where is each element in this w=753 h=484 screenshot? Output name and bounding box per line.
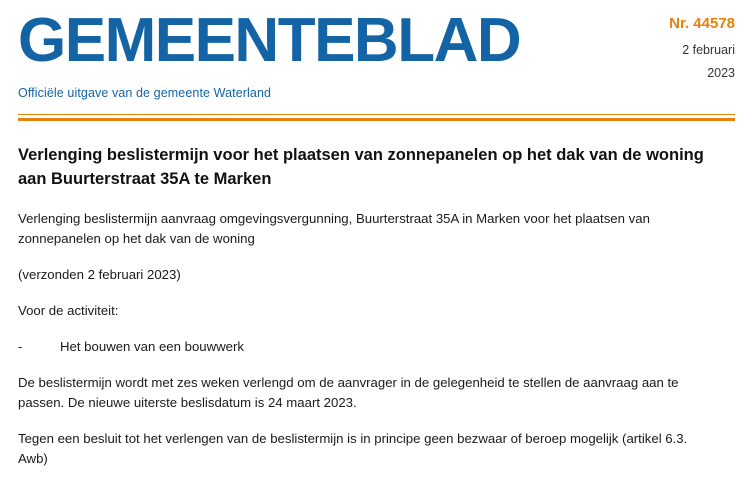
- masthead: [18, 0, 735, 100]
- bullet-label: Het bouwen van een bouwwerk: [60, 339, 245, 354]
- list-item: [18, 337, 735, 357]
- article-paragraph-3: Voor de activiteit:: [18, 303, 119, 318]
- article-paragraph-4: De beslistermijn wordt met zes weken verlengd om de aanvrager in de gelegenheid te stellen de aanvraag aan te passen. De nieuwe uiterste beslisdatum is 24 maart 2023.: [18, 375, 679, 410]
- issue-year: 2023: [707, 66, 735, 80]
- article-paragraph-2: (verzonden 2 februari 2023): [18, 267, 181, 282]
- article-paragraph-1: Verlenging beslistermijn aanvraag omgevingsvergunning, Buurterstraat 35A in Marken voor het plaatsen van zonnepanelen op het dak van de woning: [18, 211, 650, 246]
- publication-title: GEMEENTEBLAD: [18, 6, 521, 75]
- bullet-marker: -: [18, 339, 23, 354]
- masthead-right: [615, 8, 735, 84]
- article-paragraph-5: Tegen een besluit tot het verlengen van de beslistermijn is in principe geen bezwaar of beroep mogelijk (artikel 6.3. Awb): [18, 431, 688, 466]
- issue-date: 2 februari: [682, 43, 735, 57]
- issue-number: Nr. 44578: [669, 15, 735, 32]
- publication-subtitle: Officiële uitgave van de gemeente Waterland: [18, 86, 272, 100]
- divider-thin: [18, 114, 735, 115]
- masthead-left: [18, 8, 520, 100]
- article-body: [18, 121, 735, 469]
- article-title: Verlenging beslistermijn voor het plaatsen van zonnepanelen op het dak van de woning aan Buurterstraat 35A te Marken: [18, 146, 704, 188]
